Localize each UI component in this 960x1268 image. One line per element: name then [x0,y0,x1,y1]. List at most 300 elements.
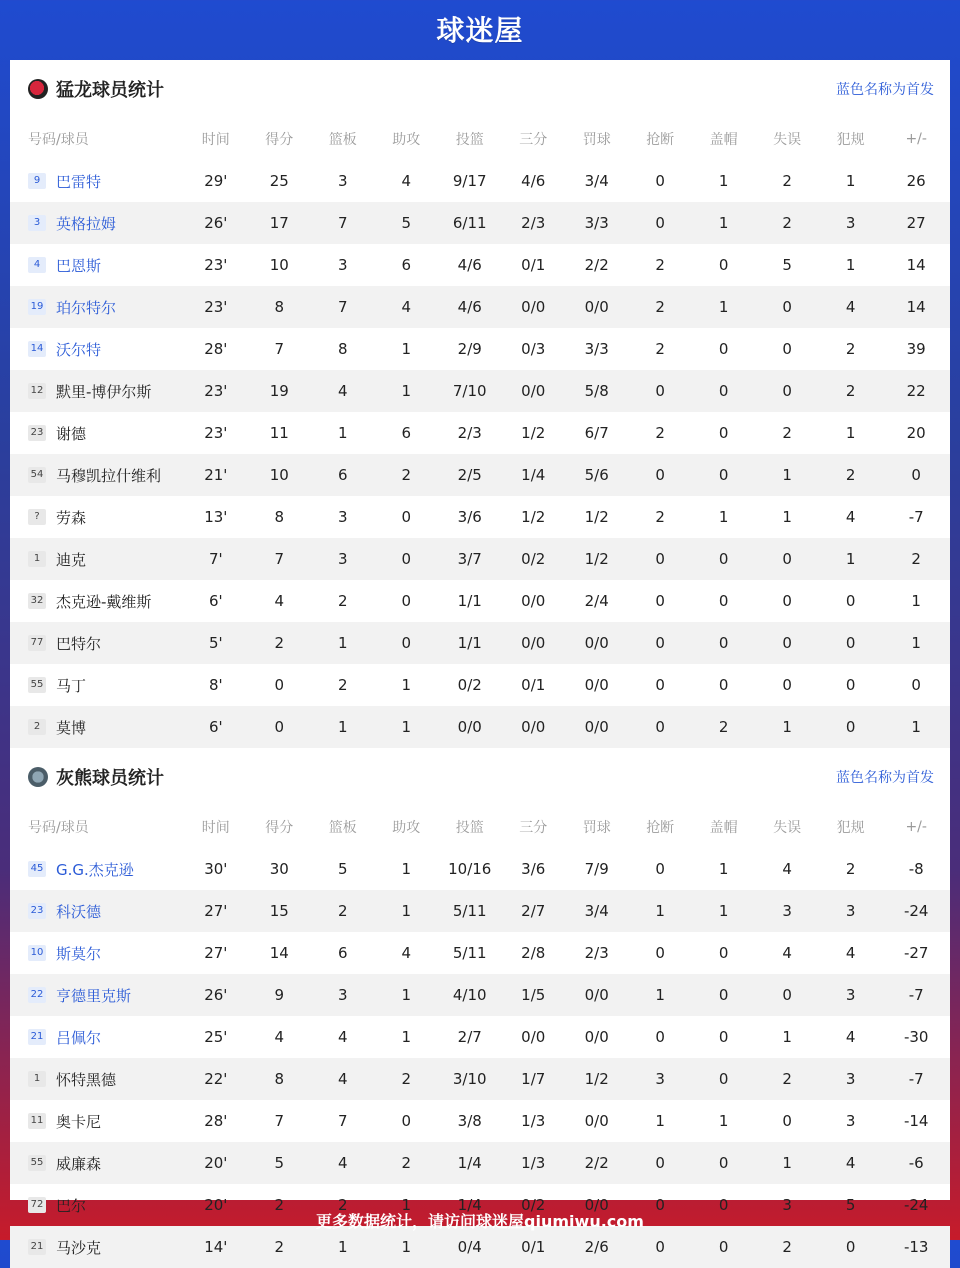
player-name[interactable]: 亨德里克斯 [56,986,132,1005]
stat-cell: 10 [269,256,289,274]
player-row[interactable] [10,286,950,328]
column-header: 得分 [265,820,294,836]
jersey-number-badge: 23 [28,903,46,919]
stat-cell: 7 [274,1112,285,1130]
stat-cell: 28' [204,340,228,358]
stat-cell: -27 [903,944,929,962]
stat-cell: 0/3 [521,340,546,358]
player-row[interactable] [10,580,950,622]
player-cell [10,622,184,664]
player-name[interactable]: 默里-博伊尔斯 [56,382,152,401]
stat-cell: 3/6 [457,508,482,526]
player-name[interactable]: 沃尔特 [56,340,102,359]
stat-cell: 0 [655,718,665,736]
stat-cell: 4 [401,298,412,316]
stat-cell: 1 [911,634,921,652]
stat-cell: 3 [338,508,348,526]
stat-cell: 1/2 [584,550,609,568]
stat-cell: 3 [845,902,856,920]
player-row[interactable] [10,706,950,748]
stat-cell: 1 [401,382,412,400]
player-cell [10,974,184,1016]
player-name[interactable]: 科沃德 [56,902,102,921]
column-header: 三分 [519,132,548,148]
stat-cell: 8 [274,298,285,316]
player-cell [10,160,184,202]
player-row[interactable] [10,974,950,1016]
stat-cell: 30 [269,860,289,878]
stat-cell: 1 [655,902,665,920]
stat-cell: 25 [269,172,289,190]
stat-cell: 0 [655,550,665,568]
stat-cell: 0 [718,1154,729,1172]
column-header: 抢断 [646,132,675,148]
player-name[interactable]: 珀尔特尔 [56,298,117,317]
player-name[interactable]: 巴雷特 [56,172,102,191]
column-header: 时间 [201,132,230,148]
stat-cell: 1 [718,214,729,232]
player-cell [10,538,184,580]
stat-cell: 15 [269,902,289,920]
stat-cell: 0/4 [457,1238,482,1256]
section-header [10,60,950,118]
stat-cell: 5 [845,1196,856,1214]
stat-cell: 0 [911,466,921,484]
player-name[interactable]: 巴恩斯 [56,256,102,275]
stat-cell: 4 [845,1028,856,1046]
stat-cell: 0/2 [521,1196,546,1214]
stat-cell: 0/0 [521,718,546,736]
stat-cell: 2/4 [584,592,609,610]
column-header: +/- [905,819,927,835]
stat-cell: 9 [274,986,285,1004]
column-header: 失误 [773,132,802,148]
stat-cell: 2 [845,466,856,484]
column-header: 盖帽 [709,132,738,148]
player-cell [10,932,184,974]
stat-cell: 2 [718,718,729,736]
jersey-number-badge: 10 [28,945,46,961]
stat-cell: 1/1 [457,592,482,610]
stat-cell: 29' [204,172,228,190]
stat-cell: 0/0 [521,298,546,316]
stat-cell: 0 [911,676,921,694]
jersey-number-badge: 3 [28,215,46,231]
stat-cell: 0/0 [584,718,609,736]
player-name[interactable]: 马丁 [56,676,87,695]
player-name[interactable]: 怀特黑德 [56,1070,117,1089]
stat-cell: 0 [718,1238,729,1256]
stat-cell: 8 [338,340,348,358]
stat-cell: 2 [338,1196,348,1214]
player-row[interactable] [10,1058,950,1100]
stat-cell: 0 [718,634,729,652]
player-cell [10,1100,184,1142]
stat-cell: -14 [903,1112,929,1130]
stat-cell: 0/0 [584,298,609,316]
stat-cell: 2 [911,550,921,568]
stat-cell: 14 [906,298,926,316]
stat-cell: 0 [655,1154,665,1172]
stat-cell: 30' [204,860,228,878]
stat-cell: 5/11 [452,902,487,920]
stat-cell: 3 [338,986,348,1004]
stat-cell: 23' [204,298,228,316]
stat-cell: 0 [401,1112,412,1130]
jersey-number-badge: 19 [28,299,46,315]
player-name[interactable]: 杰克逊-戴维斯 [56,592,152,611]
stat-cell: 1 [845,424,856,442]
player-cell [10,244,184,286]
player-name[interactable]: 威廉森 [56,1154,102,1173]
stat-cell: 2 [401,466,412,484]
stat-cell: 1 [782,1028,792,1046]
stat-cell: 0 [718,986,729,1004]
stat-cell: 0/0 [584,1028,609,1046]
stat-cell: 2/3 [584,944,609,962]
player-row[interactable] [10,622,950,664]
stat-cell: 2 [655,340,665,358]
stat-cell: 1/5 [521,986,546,1004]
stat-cell: 0 [655,860,665,878]
stat-cell: 21' [204,466,228,484]
player-name[interactable]: 巴特尔 [56,634,102,653]
player-row[interactable] [10,496,950,538]
player-row[interactable] [10,160,950,202]
stat-cell: 1 [401,718,412,736]
player-row[interactable] [10,202,950,244]
stat-cell: 1/1 [457,634,482,652]
stat-cell: 6/7 [584,424,609,442]
stat-cell: 0 [655,1196,665,1214]
stat-cell: 1 [718,508,729,526]
stat-cell: 1 [845,172,856,190]
team-logo-icon [28,767,48,787]
stat-cell: 1/2 [584,1070,609,1088]
column-header: 罚球 [582,132,611,148]
stat-cell: 0 [782,340,792,358]
column-header: 篮板 [328,132,357,148]
player-cell [10,370,184,412]
column-header: 助攻 [392,132,421,148]
stat-cell: 1 [718,172,729,190]
player-name[interactable]: 马沙克 [56,1238,102,1257]
stat-cell: 0 [782,298,792,316]
player-name[interactable]: 谢德 [56,424,87,443]
stat-cell: 4 [845,944,856,962]
stat-cell: 0 [718,550,729,568]
player-row[interactable] [10,370,950,412]
column-header: 罚球 [582,820,611,836]
stat-cell: 4 [782,860,792,878]
stat-cell: 3 [845,986,856,1004]
stat-cell: 1 [401,986,412,1004]
stat-cell: 4/10 [452,986,487,1004]
stat-cell: 0 [655,676,665,694]
footer-text: 更多数据统计，请访问球迷屋qiumiwu.com [316,1211,644,1231]
player-row[interactable] [10,328,950,370]
stat-cell: 0 [718,944,729,962]
column-header: 号码/球员 [28,820,89,836]
stat-cell: 2/3 [521,214,546,232]
stat-cell: 0 [655,466,665,484]
stat-cell: 0 [401,508,412,526]
stat-cell: 23' [204,256,228,274]
stat-cell: 2 [401,1070,412,1088]
jersey-number-badge: 11 [28,1113,46,1129]
stat-cell: 11 [269,424,289,442]
player-cell [10,286,184,328]
player-name[interactable]: 莫博 [56,718,87,737]
stat-cell: 4/6 [521,172,546,190]
stat-cell: 13' [204,508,228,526]
player-row[interactable] [10,932,950,974]
stat-cell: 14' [204,1238,228,1256]
stat-cell: 2/9 [457,340,482,358]
stat-cell: 0 [655,634,665,652]
stat-cell: 14 [906,256,926,274]
jersey-number-badge: 55 [28,677,46,693]
stat-cell: 3/4 [584,902,609,920]
player-row[interactable] [10,664,950,706]
stat-cell: 0 [718,466,729,484]
stat-cell: 1 [911,718,921,736]
player-row[interactable] [10,538,950,580]
stat-cell: 14 [269,944,289,962]
stat-cell: 20' [204,1196,228,1214]
stat-cell: 2 [338,592,348,610]
player-name[interactable]: 迪克 [56,550,87,569]
player-name[interactable]: 马穆凯拉什维利 [56,466,162,485]
stat-cell: 3/3 [584,214,609,232]
stat-cell: 0 [401,592,412,610]
stat-cell: 26' [204,214,228,232]
stat-cell: 0 [655,382,665,400]
stat-cell: 1/2 [584,508,609,526]
stat-cell: 26 [906,172,926,190]
stat-cell: 2 [655,424,665,442]
stat-cell: 4 [338,1154,348,1172]
jersey-number-badge: 54 [28,467,46,483]
stat-cell: 1/3 [521,1112,546,1130]
stat-cell: 3 [782,1196,792,1214]
stat-cell: 4 [338,1070,348,1088]
player-row[interactable] [10,890,950,932]
player-row[interactable] [10,1142,950,1184]
stat-cell: 1 [338,634,348,652]
stat-cell: 19 [269,382,289,400]
player-name[interactable]: G.G.杰克逊 [56,860,134,879]
stat-cell: 6/11 [452,214,487,232]
stat-cell: 10 [269,466,289,484]
stat-cell: 7 [274,550,285,568]
player-row[interactable] [10,454,950,496]
jersey-number-badge: 2 [28,719,46,735]
stat-cell: -7 [908,508,924,526]
stat-cell: 2 [845,860,856,878]
player-cell [10,580,184,622]
stat-cell: 3/10 [452,1070,487,1088]
column-header: 三分 [519,820,548,836]
stat-cell: 1 [401,1196,412,1214]
stat-cell: 3/6 [521,860,546,878]
stat-cell: 0 [782,634,792,652]
stat-cell: 5 [274,1154,285,1172]
stat-cell: 3/7 [457,550,482,568]
player-row[interactable] [10,1100,950,1142]
jersey-number-badge: 32 [28,593,46,609]
stat-cell: 2 [845,340,856,358]
stat-cell: 1/4 [521,466,546,484]
stat-cell: 0/0 [584,1112,609,1130]
stat-cell: 2 [401,1154,412,1172]
jersey-number-badge: 77 [28,635,46,651]
stat-cell: -24 [903,1196,929,1214]
stat-cell: 20 [906,424,926,442]
column-header: +/- [905,131,927,147]
column-header: 犯规 [836,132,865,148]
stat-cell: 4/6 [457,298,482,316]
stat-cell: 0 [782,382,792,400]
stat-cell: 2 [845,382,856,400]
stat-cell: 1 [782,466,792,484]
stat-cell: 4 [274,592,285,610]
jersey-number-badge: 23 [28,425,46,441]
stat-cell: 3 [845,1112,856,1130]
stat-cell: 1 [845,550,856,568]
stat-cell: 1/2 [521,508,546,526]
stat-cell: 1/3 [521,1154,546,1172]
table-header-row [10,118,950,160]
player-name[interactable]: 英格拉姆 [56,214,117,233]
stat-cell: 0 [655,1028,665,1046]
stat-cell: 4 [845,298,856,316]
jersey-number-badge: 72 [28,1197,46,1213]
team-section [10,748,950,1268]
table-header-row [10,806,950,848]
stat-cell: 0/1 [521,256,546,274]
site-logo: 球迷屋 [436,14,524,47]
player-name[interactable]: 斯莫尔 [56,944,102,963]
stat-cell: 0 [782,1112,792,1130]
column-header: 号码/球员 [28,132,89,148]
player-row[interactable] [10,848,950,890]
player-name[interactable]: 劳森 [56,508,87,527]
player-cell [10,454,184,496]
player-name[interactable]: 巴尔 [56,1196,87,1215]
player-row[interactable] [10,244,950,286]
stat-cell: 3 [782,902,792,920]
stat-cell: 1 [338,424,348,442]
jersey-number-badge: 12 [28,383,46,399]
stat-cell: 3 [845,1070,856,1088]
stat-cell: 7 [274,340,285,358]
stat-cell: 1 [782,508,792,526]
stat-cell: 1 [401,1028,412,1046]
stat-cell: 0 [782,550,792,568]
stat-cell: 1/2 [521,424,546,442]
team-section [10,60,950,748]
stat-cell: 2 [338,902,348,920]
stat-cell: 1 [401,860,412,878]
stat-cell: 0 [655,1238,665,1256]
stat-cell: 0 [718,592,729,610]
stat-cell: 3 [338,256,348,274]
stat-cell: 0 [655,172,665,190]
stat-cell: 2/8 [521,944,546,962]
stat-cell: 7 [338,298,348,316]
stat-cell: 2/3 [457,424,482,442]
stat-cell: 2 [782,1238,792,1256]
stat-cell: 2/6 [584,1238,609,1256]
column-header: 篮板 [328,820,357,836]
stat-cell: 3/8 [457,1112,482,1130]
stat-cell: 27 [906,214,926,232]
jersey-number-badge: 22 [28,987,46,1003]
stat-cell: 10/16 [448,860,492,878]
stat-cell: 5/8 [584,382,609,400]
stat-cell: 0/0 [584,1196,609,1214]
stat-cell: 0/0 [521,382,546,400]
stat-cell: 23' [204,424,228,442]
stat-cell: 5' [208,634,223,652]
jersey-number-badge: 1 [28,1071,46,1087]
stat-cell: 0 [718,1028,729,1046]
player-row[interactable] [10,412,950,454]
stat-cell: 5/6 [584,466,609,484]
stat-cell: 6' [208,718,223,736]
stat-cell: -30 [903,1028,929,1046]
column-header: 得分 [265,132,294,148]
stat-cell: 4/6 [457,256,482,274]
stat-cell: 0 [845,1238,856,1256]
stat-cell: 0 [845,718,856,736]
stat-cell: 39 [906,340,926,358]
stat-cell: 1 [782,1154,792,1172]
stat-cell: 2 [782,172,792,190]
stat-cell: 0 [655,944,665,962]
stat-cell: 0 [845,634,856,652]
jersey-number-badge: 45 [28,861,46,877]
stat-cell: 27' [204,902,228,920]
stat-cell: 3/3 [584,340,609,358]
stat-cell: 3 [845,214,856,232]
stat-cell: 23' [204,382,228,400]
footer-banner [0,1200,960,1240]
player-cell [10,848,184,890]
stat-cell: 0 [718,424,729,442]
stat-cell: 6' [208,592,223,610]
stat-cell: 0 [655,214,665,232]
stat-cell: 1 [718,1112,729,1130]
player-row[interactable] [10,1016,950,1058]
stat-cell: 1/7 [521,1070,546,1088]
stat-cell: 0/0 [584,986,609,1004]
starter-legend-note: 蓝色名称为首发 [836,770,934,786]
player-name[interactable]: 奥卡尼 [56,1112,102,1131]
player-cell [10,1016,184,1058]
jersey-number-badge: 1 [28,551,46,567]
player-name[interactable]: 吕佩尔 [56,1028,102,1047]
stat-cell: 22' [204,1070,228,1088]
stat-cell: 1/4 [457,1154,482,1172]
jersey-number-badge: 55 [28,1155,46,1171]
stat-cell: 5 [401,214,412,232]
stat-cell: 2/2 [584,256,609,274]
stat-cell: 0 [782,986,792,1004]
stat-cell: 5/11 [452,944,487,962]
stat-cell: -13 [903,1238,929,1256]
